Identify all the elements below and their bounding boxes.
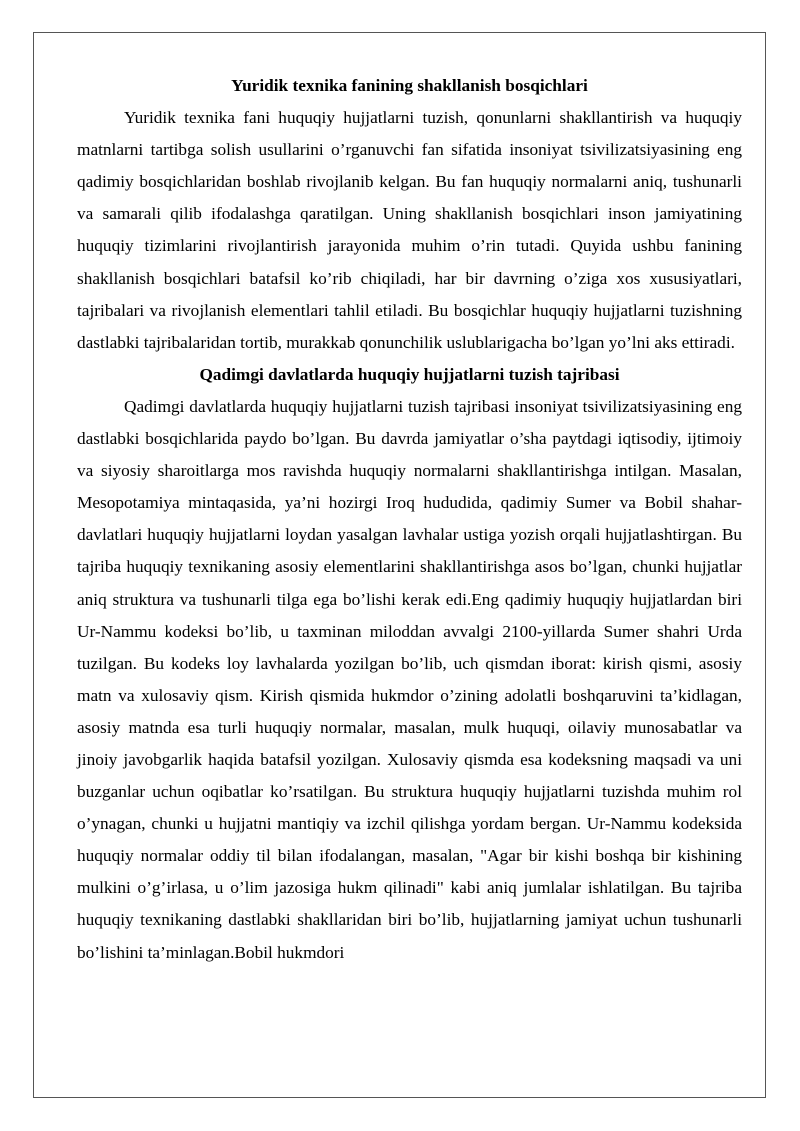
document-body <box>77 74 742 969</box>
intro-paragraph: Yuridik texnika fani huquqiy hujjatlarni tuzish, qonunlarni shakllantirish va huquqiy matnlarni tartibga solish usullarini o’rganuvchi fan sifatida insoniyat tsivilizatsiyasining eng qadimiy bosqichlaridan boshlab rivojlanib kelgan. Bu fan huquqiy normalarni aniq, tushunarli va samarali qilib ifodalashga qaratilgan. Uning shakllanish bosqichlari inson jamiyatining huquqiy tizimlarini rivojlantirish jarayonida muhim o’rin tutadi. Quyida ushbu fanining shakllanish bosqichlari batafsil ko’rib chiqiladi, har bir davrning o’ziga xos xususiyatlari, tajribalari va rivojlanish elementlari tahlil etiladi. Bu bosqichlar huquqiy hujjatlarni tuzishning dastlabki tajribalaridan tortib, murakkab qonunchilik uslublarigacha bo’lgan yo’lni aks ettiradi. <box>77 108 742 352</box>
document-title: Yuridik texnika fanining shakllanish bosqichlari <box>231 76 588 95</box>
section-heading: Qadimgi davlatlarda huquqiy hujjatlarni tuzish tajribasi <box>199 364 620 384</box>
section-paragraph: Qadimgi davlatlarda huquqiy hujjatlarni tuzish tajribasi insoniyat tsivilizatsiyasining eng dastlabki bosqichlarida paydo bo’lgan. Bu davrda jamiyatlar o’sha paytdagi iqtisodiy, ijtimoiy va siyosiy sharoitlarga mos ravishda huquqiy normalarni shakllantirishga intilgan. Masalan, Mesopotamiya mintaqasida, ya’ni hozirgi Iroq hududida, qadimiy Sumer va Bobil shahar-davlatlari huquqiy hujjatlarni loydan yasalgan lavhalar ustiga yozish orqali hujjatlashtirgan. Bu tajriba huquqiy texnikaning asosiy elementlarini shakllantirishga asos bo’lgan, chunki hujjatlar aniq struktura va tushunarli tilga ega bo’lishi kerak edi.Eng qadimiy huquqiy hujjatlardan biri Ur-Nammu kodeksi bo’lib, u taxminan miloddan avvalgi 2100-yillarda Sumer shahri Urda tuzilgan. Bu kodeks loy lavhalarda yozilgan bo’lib, uch qismdan iborat: kirish qismi, asosiy matn va xulosaviy qism. Kirish qismida hukmdor o’zining adolatli boshqaruvini ta’kidlagan, asosiy matnda esa turli huquqiy normalar, masalan, mulk huquqi, oilaviy munosabatlar va jinoiy javobgarlik haqida batafsil yozilgan. Xulosaviy qismda esa kodeksning maqsadi va uni buzganlar uchun oqibatlar ko’rsatilgan. Bu struktura huquqiy hujjatlarni tuzishda muhim rol o’ynagan, chunki u hujjatni mantiqiy va izchil qilishga yordam bergan. Ur-Nammu kodeksida huquqiy normalar oddiy til bilan ifodalangan, masalan, "Agar bir kishi boshqa bir kishining mulkini o’g’irlasa, u o’lim jazosiga hukm qilinadi" kabi aniq jumlalar ishlatilgan. Bu tajriba huquqiy texnikaning dastlabki shakllaridan biri bo’lib, hujjatlarning jamiyat uchun tushunarli bo’lishini ta’minlagan.Bobil hukmdori <box>77 396 742 962</box>
